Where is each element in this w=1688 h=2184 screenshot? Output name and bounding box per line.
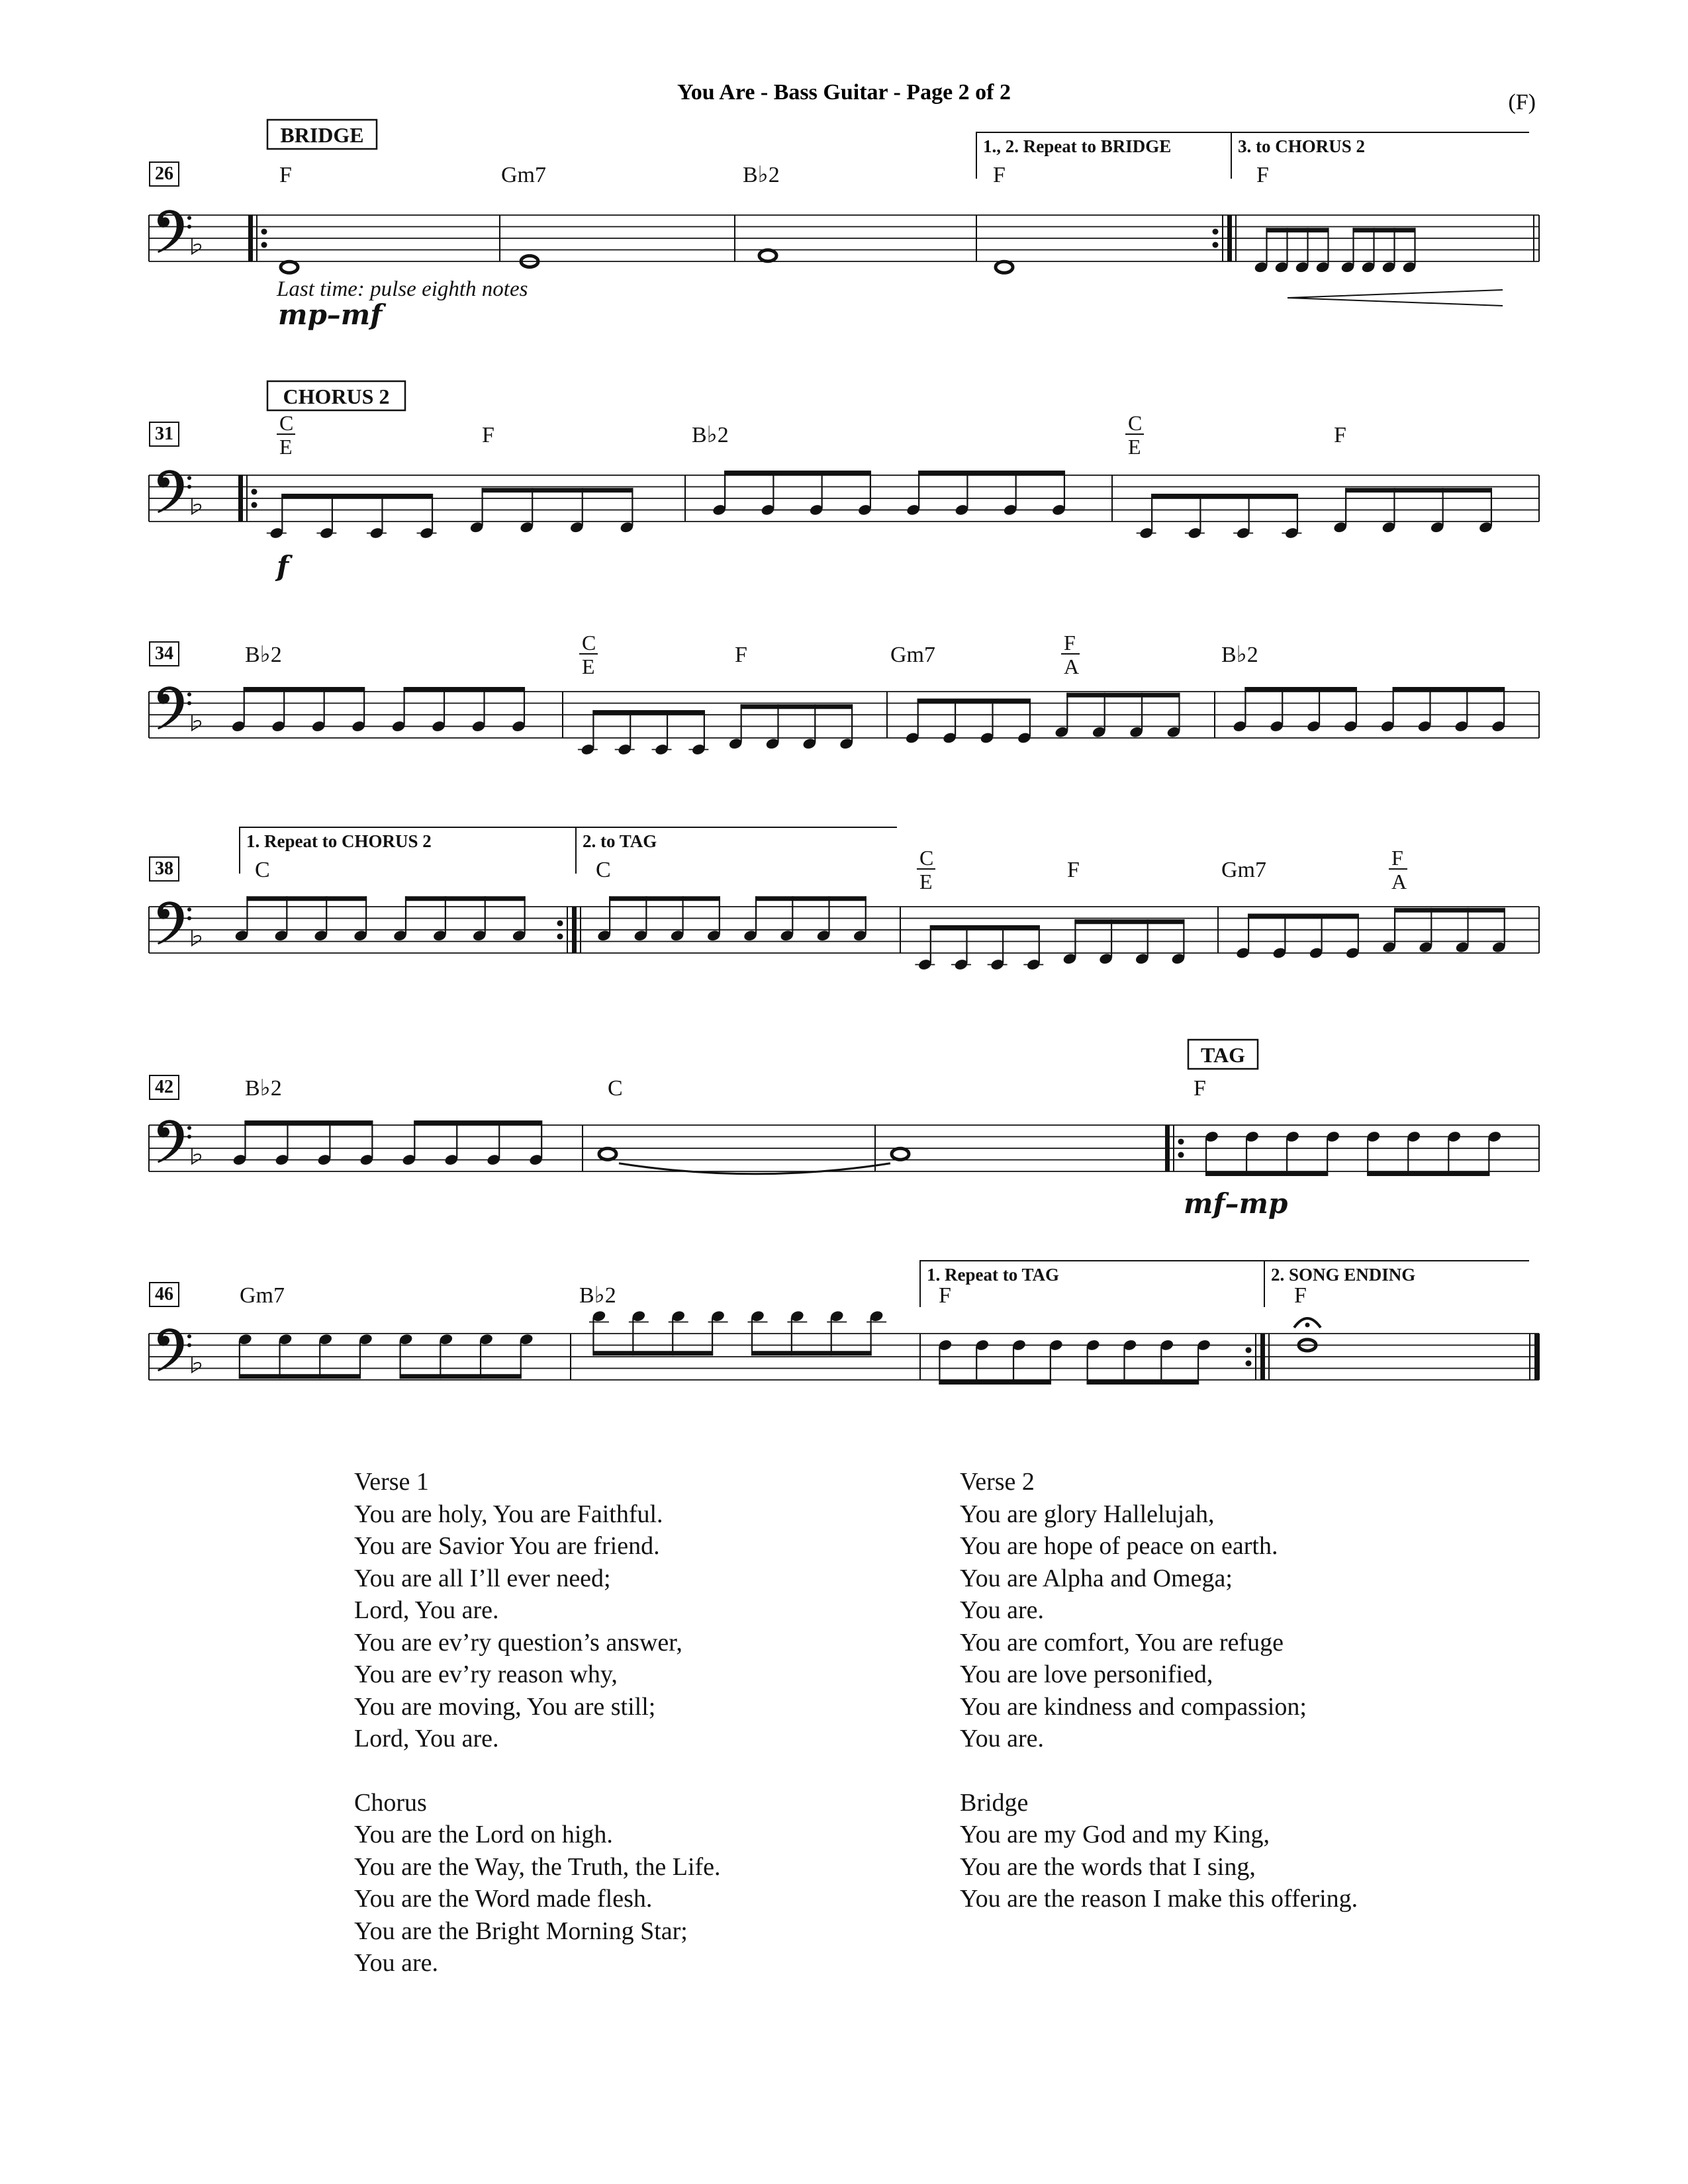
chord-symbol-top: F — [1064, 631, 1076, 655]
chord-symbol: Gm7 — [1221, 858, 1266, 882]
note-beam — [918, 471, 1065, 475]
whole-note — [759, 250, 776, 261]
lyric-line: You are. — [354, 1949, 439, 1977]
barline-thick — [1165, 1125, 1170, 1171]
barline-thick — [1260, 1334, 1265, 1380]
note-beam — [751, 1351, 872, 1355]
whole-note — [892, 1148, 909, 1160]
rehearsal-mark: CHORUS 2 — [283, 385, 390, 408]
note-beam — [609, 896, 720, 901]
lyric-line: You are my God and my King, — [960, 1821, 1270, 1848]
stanza-heading: Chorus — [354, 1788, 427, 1817]
page-title: You Are - Bass Guitar - Page 2 of 2 — [677, 80, 1011, 105]
tie — [619, 1163, 890, 1174]
volta-label: 1. Repeat to CHORUS 2 — [246, 831, 432, 851]
note-beam — [1244, 687, 1356, 692]
chord-symbol: F — [482, 423, 494, 447]
lyric-line: You are comfort, You are refuge — [960, 1628, 1284, 1657]
note-beam — [592, 710, 704, 715]
barline-thick — [238, 475, 243, 522]
lyrics-column-right — [960, 1466, 1358, 1947]
barline-thick — [1534, 1334, 1540, 1380]
rehearsal-mark: BRIDGE — [280, 123, 364, 147]
bass-clef-icon — [158, 470, 191, 513]
chord-symbol-top: C — [582, 631, 596, 655]
barline-thick — [248, 215, 253, 261]
key-flat-icon — [192, 238, 201, 254]
lyric-line: You are kindness and compassion; — [960, 1692, 1307, 1721]
note-beam — [1353, 228, 1416, 232]
lyric-line: Lord, You are. — [354, 1725, 499, 1752]
lyrics-stanza — [960, 1466, 1358, 1755]
note-beam — [755, 896, 867, 901]
chord-symbol: B♭2 — [692, 423, 729, 447]
lyric-line: You are. — [960, 1596, 1045, 1624]
lyric-line: You are Alpha and Omega; — [960, 1564, 1233, 1592]
note-beam — [482, 488, 633, 492]
lyric-line: You are glory Hallelujah, — [960, 1500, 1215, 1528]
lyric-line: You are the Lord on high. — [354, 1821, 613, 1848]
note-beam — [1394, 908, 1505, 913]
key-flat-icon — [192, 930, 201, 946]
chord-symbol: F — [1334, 423, 1346, 447]
lyric-line: Lord, You are. — [354, 1596, 499, 1624]
note-beam — [1393, 687, 1505, 692]
key-flat-icon — [192, 1148, 201, 1164]
note-beam — [1074, 919, 1184, 924]
lyric-line: You are holy, You are Faithful. — [354, 1500, 663, 1528]
whole-note — [996, 261, 1013, 273]
chord-symbol: F — [279, 163, 292, 187]
lyric-line: You are Savior You are friend. — [354, 1532, 660, 1560]
chord-symbol: B♭2 — [743, 163, 780, 187]
chord-symbol: F — [735, 643, 747, 667]
lyric-line: You are ev’ry question’s answer, — [354, 1628, 682, 1657]
note-beam — [1066, 693, 1180, 698]
chord-symbol: C — [255, 858, 270, 882]
chord-symbol-bass: E — [1128, 435, 1141, 459]
lyrics-stanza — [960, 1787, 1358, 1915]
chord-symbol: F — [993, 163, 1006, 187]
note-beam — [1205, 1171, 1328, 1176]
chord-symbol: B♭2 — [1221, 643, 1258, 667]
chord-symbol: B♭2 — [579, 1283, 616, 1308]
chord-symbol-top: F — [1391, 846, 1403, 870]
lyric-line: You are hope of peace on earth. — [960, 1532, 1278, 1560]
chord-symbol-bass: E — [279, 435, 293, 459]
note-beam — [1266, 228, 1329, 232]
note-beam — [414, 1120, 542, 1125]
chord-symbol: F — [1067, 858, 1080, 882]
fermata-dot — [1305, 1323, 1310, 1328]
volta-label: 2. to TAG — [583, 831, 657, 851]
chord-symbol: F — [939, 1283, 951, 1308]
measure-number: 34 — [155, 643, 173, 664]
bass-clef-icon — [158, 210, 191, 253]
stanza-heading: Verse 1 — [354, 1468, 429, 1496]
lyric-line: You are the Way, the Truth, the Life. — [354, 1852, 721, 1881]
note-beam — [405, 896, 526, 901]
whole-note — [599, 1148, 616, 1160]
note-beam — [1248, 914, 1359, 919]
chord-symbol-top: C — [1128, 411, 1143, 435]
chord-symbol: F — [1256, 163, 1269, 187]
note-beam — [244, 687, 365, 692]
lyric-line: You are the reason I make this offering. — [960, 1885, 1358, 1913]
key-flat-icon — [192, 498, 201, 514]
stanza-heading: Verse 2 — [960, 1468, 1035, 1496]
volta-label: 3. to CHORUS 2 — [1238, 136, 1366, 156]
system-42 — [149, 1040, 1539, 1220]
measure-number: 38 — [155, 858, 173, 879]
system-34 — [149, 631, 1539, 756]
measure-number: 26 — [155, 163, 173, 184]
bass-clef-icon — [158, 1328, 191, 1371]
note-beam — [246, 896, 367, 901]
lyric-line: You are moving, You are still; — [354, 1692, 656, 1721]
note-beam — [592, 1351, 713, 1355]
key-indicator: (F) — [1508, 90, 1536, 114]
key-flat-icon — [192, 1357, 201, 1373]
note-beam — [917, 699, 1031, 704]
note-beam — [1151, 494, 1298, 498]
lyric-line: You are the Word made flesh. — [354, 1885, 653, 1913]
lyrics-stanza — [354, 1787, 721, 1979]
dynamic-marking: mp–mf — [278, 298, 383, 331]
bass-clef-icon — [158, 1120, 191, 1163]
note-beam — [741, 704, 853, 709]
rehearsal-mark: TAG — [1201, 1043, 1245, 1067]
lyric-line: You are all I’ll ever need; — [354, 1564, 611, 1592]
note-beam — [404, 687, 525, 692]
chord-symbol-bass: E — [919, 870, 933, 893]
whole-note — [281, 261, 298, 273]
chord-symbol: Gm7 — [240, 1283, 285, 1308]
chord-symbol-top: C — [919, 846, 934, 870]
dynamic-marking: mf–mp — [1184, 1187, 1288, 1220]
dynamic-marking: f — [277, 550, 289, 582]
note-beam — [239, 1374, 361, 1379]
measure-number: 46 — [155, 1284, 173, 1304]
chord-symbol: B♭2 — [245, 643, 282, 667]
note-beam — [244, 1120, 373, 1125]
chord-symbol-bass: A — [1064, 655, 1080, 678]
measure-number: 42 — [155, 1077, 173, 1097]
lyric-line: You are. — [960, 1725, 1045, 1752]
chord-symbol: Gm7 — [890, 643, 935, 667]
note-beam — [939, 1380, 1051, 1385]
chord-symbol-bass: E — [582, 655, 595, 678]
system-31 — [149, 381, 1539, 582]
note-beam — [1087, 1380, 1199, 1385]
note-beam — [724, 471, 871, 475]
lyrics-stanza — [354, 1466, 721, 1755]
lyric-line: You are the words that I sing, — [960, 1852, 1256, 1881]
expression-text: Last time: pulse eighth notes — [277, 277, 528, 301]
volta-label: 1., 2. Repeat to BRIDGE — [983, 136, 1172, 156]
chord-symbol: C — [596, 858, 611, 882]
chord-symbol: C — [608, 1076, 623, 1101]
system-46 — [149, 1261, 1540, 1385]
key-flat-icon — [192, 715, 201, 731]
note-beam — [281, 494, 433, 498]
chord-symbol: F — [1194, 1076, 1206, 1101]
chord-symbol: B♭2 — [245, 1076, 282, 1101]
chord-symbol-bass: A — [1391, 870, 1407, 893]
measure-number: 31 — [155, 424, 173, 444]
system-26 — [149, 120, 1539, 331]
barline-thick — [572, 907, 577, 953]
barline-thick — [1227, 215, 1232, 261]
chord-symbol: F — [1294, 1283, 1307, 1308]
bass-clef-icon — [158, 686, 191, 729]
system-38 — [149, 827, 1539, 971]
lyrics-column-left — [354, 1466, 721, 2011]
volta-label: 1. Repeat to TAG — [927, 1265, 1059, 1285]
note-beam — [930, 925, 1040, 930]
note-beam — [1345, 488, 1492, 492]
note-beam — [1367, 1171, 1489, 1176]
lyric-line: You are love personified, — [960, 1661, 1213, 1688]
lyric-line: You are the Bright Morning Star; — [354, 1917, 688, 1945]
bass-clef-icon — [158, 901, 191, 944]
note-beam — [400, 1374, 522, 1379]
chord-symbol: Gm7 — [501, 163, 546, 187]
chord-symbol-top: C — [279, 411, 294, 435]
volta-label: 2. SONG ENDING — [1271, 1265, 1416, 1285]
lyric-line: You are ev’ry reason why, — [354, 1661, 618, 1688]
stanza-heading: Bridge — [960, 1788, 1029, 1817]
crescendo-hairpin — [1288, 290, 1503, 306]
